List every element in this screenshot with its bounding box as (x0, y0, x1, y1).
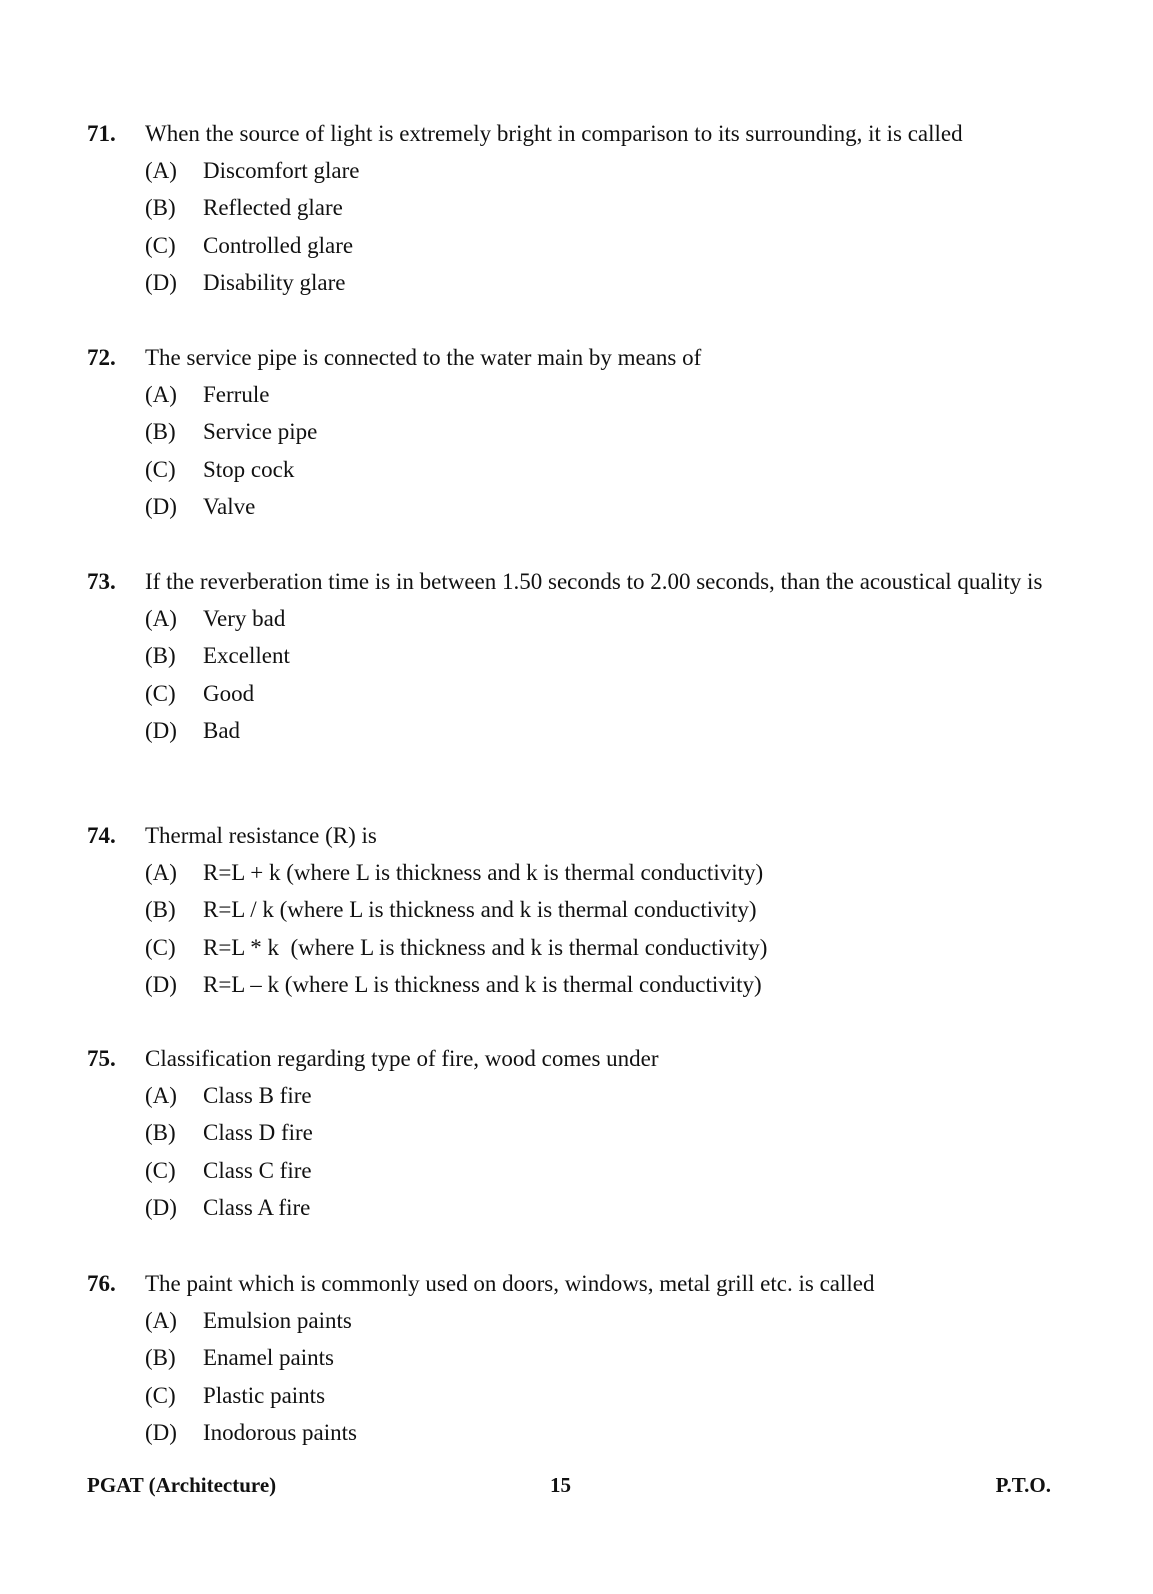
option-text: Ferrule (203, 382, 270, 407)
option-label: (C) (145, 1382, 176, 1408)
option-label: (C) (145, 1157, 176, 1183)
option-label: (C) (145, 934, 176, 960)
question-76 (87, 1268, 1057, 1451)
option-b (145, 1114, 1057, 1151)
question-text: The service pipe is connected to the water main by means of (145, 345, 702, 370)
option-text: Service pipe (203, 419, 318, 445)
option-text: R=L * k (where L is thickness and k is thermal conductivity) (203, 934, 768, 960)
option-label: (B) (145, 1345, 176, 1371)
option-text: Plastic paints (203, 1382, 326, 1408)
option-label: (A) (145, 158, 177, 183)
option-text: Excellent (203, 643, 290, 669)
option-text: Good (203, 680, 255, 706)
option-label: (C) (145, 232, 176, 258)
option-text: Class D fire (203, 1120, 313, 1146)
question-text: If the reverberation time is in between 1.50 seconds to 2.00 seconds, than the acoustical quality is (145, 569, 1043, 594)
page-number: 15 (550, 1473, 571, 1497)
option-label: (B) (145, 643, 176, 669)
option-b (145, 189, 1057, 226)
option-label: (A) (145, 382, 177, 407)
option-text: Inodorous paints (203, 1419, 357, 1445)
option-b (145, 1339, 1057, 1376)
question-72 (87, 342, 1057, 525)
option-label: (A) (145, 606, 177, 631)
option-label: (C) (145, 680, 176, 706)
option-text: Disability glare (203, 269, 346, 295)
option-text: R=L – k (where L is thickness and k is thermal conductivity) (203, 971, 762, 997)
option-a (145, 600, 1057, 637)
option-text: Class A fire (203, 1194, 311, 1220)
option-label: (B) (145, 1120, 176, 1146)
option-d (145, 488, 1057, 525)
option-c (145, 1377, 1057, 1414)
option-text: Emulsion paints (203, 1308, 352, 1333)
option-label: (D) (145, 1194, 177, 1220)
option-b (145, 891, 1057, 928)
option-label: (A) (145, 1308, 177, 1333)
option-c (145, 675, 1057, 712)
option-a (145, 152, 1057, 189)
option-a (145, 1077, 1057, 1114)
option-d (145, 712, 1057, 749)
option-label: (D) (145, 717, 177, 743)
option-a (145, 1302, 1057, 1339)
option-text: Discomfort glare (203, 158, 360, 183)
option-d (145, 1189, 1057, 1226)
option-text: Bad (203, 717, 241, 743)
question-number: 74. (87, 823, 116, 848)
question-number: 72. (87, 345, 116, 370)
option-text: Valve (203, 493, 256, 519)
please-turn-over: P.T.O. (995, 1473, 1051, 1497)
option-text: Class C fire (203, 1157, 312, 1183)
option-c (145, 1152, 1057, 1189)
option-label: (A) (145, 1083, 177, 1108)
option-label: (D) (145, 269, 177, 295)
option-label: (B) (145, 195, 176, 221)
option-text: Stop cock (203, 456, 295, 482)
option-text: R=L + k (where L is thickness and k is thermal conductivity) (203, 860, 764, 885)
option-label: (D) (145, 971, 177, 997)
option-text: Enamel paints (203, 1345, 334, 1371)
question-text: Classification regarding type of fire, wood comes under (145, 1046, 659, 1071)
option-label: (B) (145, 897, 176, 923)
option-a (145, 854, 1057, 891)
option-text: Class B fire (203, 1083, 312, 1108)
option-label: (A) (145, 860, 177, 885)
question-number: 73. (87, 569, 116, 594)
option-d (145, 966, 1057, 1003)
option-text: Reflected glare (203, 195, 343, 221)
question-text: The paint which is commonly used on doors, windows, metal grill etc. is called (145, 1271, 875, 1296)
question-74 (87, 820, 1057, 1003)
page-footer (87, 1470, 1051, 1500)
question-71 (87, 118, 1057, 301)
question-number: 71. (87, 121, 116, 146)
question-number: 76. (87, 1271, 116, 1296)
question-number: 75. (87, 1046, 116, 1071)
option-label: (D) (145, 1419, 177, 1445)
question-text: Thermal resistance (R) is (145, 823, 377, 848)
exam-title: PGAT (Architecture) (87, 1473, 277, 1497)
option-b (145, 637, 1057, 674)
option-d (145, 1414, 1057, 1451)
option-label: (B) (145, 419, 176, 445)
option-text: R=L / k (where L is thickness and k is thermal conductivity) (203, 897, 757, 923)
option-c (145, 451, 1057, 488)
question-75 (87, 1043, 1057, 1226)
option-a (145, 376, 1057, 413)
question-text: When the source of light is extremely bright in comparison to its surrounding, it is called (145, 121, 963, 146)
option-text: Controlled glare (203, 232, 354, 258)
option-d (145, 264, 1057, 301)
option-label: (D) (145, 493, 177, 519)
option-b (145, 413, 1057, 450)
option-label: (C) (145, 456, 176, 482)
question-73 (87, 566, 1057, 749)
option-text: Very bad (203, 606, 286, 631)
option-c (145, 929, 1057, 966)
option-c (145, 227, 1057, 264)
